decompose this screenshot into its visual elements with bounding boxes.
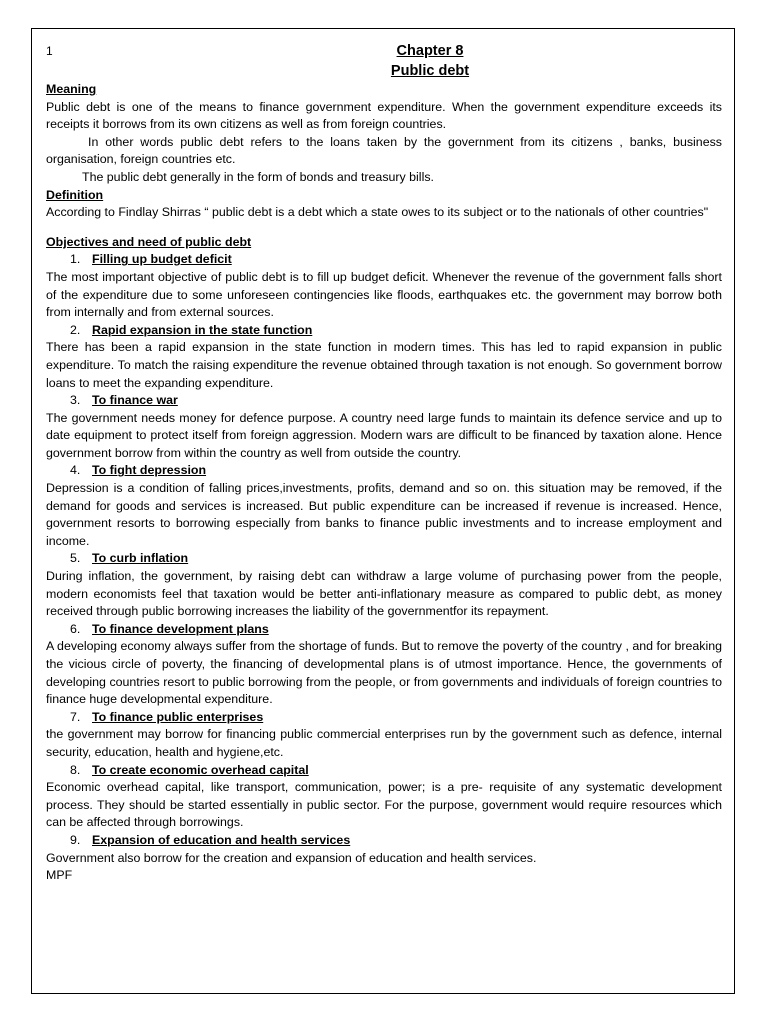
objective-text: A developing economy always suffer from the shortage of funds. But to remove the poverty of the country , and for breaking the vicious circle of poverty, the financing of developmental plans is of utmost importance. Hence, the governments of developing countries resort to public borrowing from the people, or from governments and individuals of foreign countries to finance huge developmental expenditure.	[46, 639, 722, 707]
objective-label: To finance public enterprises	[92, 709, 264, 724]
footer-initials: MPF	[46, 868, 73, 883]
meaning-paragraph-1: Public debt is one of the means to finance government expenditure. When the government expenditure exceeds its receipts it borrows from its own citizens as well as from foreign countries.	[46, 99, 722, 132]
objectives-heading: Objectives and need of public debt	[46, 234, 252, 249]
objective-item-8	[46, 762, 722, 832]
document-page	[31, 28, 735, 994]
objective-label: To finance war	[92, 393, 178, 408]
objective-label: Expansion of education and health services	[92, 832, 351, 847]
objective-number: 2.	[70, 322, 81, 337]
objective-item-4	[46, 462, 722, 550]
objective-label: To create economic overhead capital	[92, 762, 309, 777]
definition-heading: Definition	[46, 187, 104, 202]
meaning-paragraph-2: In other words public debt refers to the loans taken by the government from its citizens , banks, business organisation, foreign countries etc.	[46, 134, 722, 167]
objective-label: To fight depression	[92, 463, 207, 478]
objective-label: To curb inflation	[92, 551, 189, 566]
objective-number: 3.	[70, 393, 81, 408]
objective-text: Government also borrow for the creation and expansion of education and health services.	[46, 850, 537, 865]
objective-item-6	[46, 621, 722, 709]
objective-text: During inflation, the government, by raising debt can withdraw a large volume of purchasing power from the people, modern economists feel that taxation would be better anti-inflationary measure as compared to public debt, as money received through public borrowing increases the liability of the governmentfor its repayment.	[46, 569, 722, 619]
objective-text: The most important objective of public debt is to fill up budget deficit. Whenever the revenue of the government falls short of the expenditure due to some unforeseen contingencies like floods, earthquakes etc. the government may borrow both from internally and from external sources.	[46, 269, 722, 320]
objective-number: 9.	[70, 832, 81, 847]
objective-item-2	[46, 322, 722, 392]
page-title: Public debt	[390, 63, 470, 79]
objective-label: Rapid expansion in the state function	[92, 322, 313, 337]
objective-number: 7.	[70, 709, 81, 724]
document-content	[46, 41, 722, 885]
objective-text: the government may borrow for financing public commercial enterprises run by the government such as defence, internal security, education, health and hygiene,etc.	[46, 727, 722, 759]
objective-item-9	[46, 832, 722, 867]
chapter-heading: Chapter 8	[396, 43, 464, 59]
objective-text: There has been a rapid expansion in the state function in modern times. This has led to rapid expansion in public expenditure. To match the raising expenditure the revenue obtained through taxation is not enough. So government borrow loans to meet the expanding expenditure.	[46, 340, 722, 390]
objective-text: The government needs money for defence purpose. A country need large funds to maintain its defence service and up to date equipment to protect itself from foreign aggression. Modern wars are difficult to be financed by taxation alone. Hence government borrow from within the country as well from outside the country.	[46, 410, 722, 460]
objective-text: Depression is a condition of falling prices,investments, profits, demand and so on. this situation may be removed, if the demand for goods and services is increased. But public expenditure can be increased if revenue is increased. Hence, government resorts to borrowing especially from banks to finance public investments and to increase employment and income.	[46, 481, 722, 548]
objective-label: Filling up budget deficit	[92, 252, 232, 267]
objective-number: 8.	[70, 762, 81, 777]
objective-number: 4.	[70, 463, 81, 478]
objective-item-5	[46, 550, 722, 620]
objective-item-1	[46, 251, 722, 321]
meaning-paragraph-3: The public debt generally in the form of bonds and treasury bills.	[82, 169, 434, 184]
definition-text: According to Findlay Shirras “ public debt is a debt which a state owes to its subject or to the nationals of other countries"	[46, 205, 709, 220]
page-number: 1	[46, 44, 53, 58]
objective-item-3	[46, 392, 722, 462]
objective-label: To finance development plans	[92, 621, 269, 636]
objective-item-7	[46, 709, 722, 762]
objective-number: 6.	[70, 621, 81, 636]
objective-number: 1.	[70, 252, 81, 267]
objective-number: 5.	[70, 551, 81, 566]
objective-text: Economic overhead capital, like transport, communication, power; is a pre- requisite of any systematic development process. They should be started essentially in public sector. For the purpose, government would require resources which can be affected through borrowings.	[46, 780, 722, 830]
meaning-heading: Meaning	[46, 82, 97, 96]
